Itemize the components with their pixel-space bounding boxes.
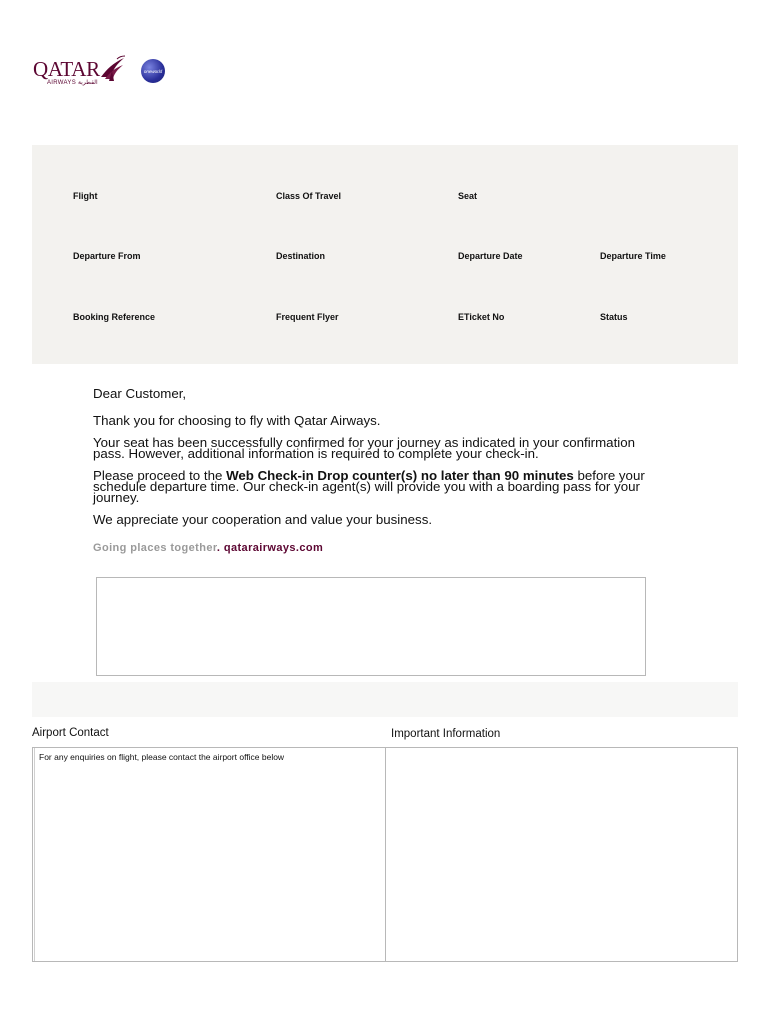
label-departure-time: Departure Time — [600, 251, 666, 261]
oneworld-globe-icon — [141, 59, 165, 83]
flight-info-panel — [32, 145, 738, 364]
website-link[interactable]: qatarairways.com — [220, 542, 324, 554]
label-frequent-flyer: Frequent Flyer — [276, 312, 339, 322]
tagline-dot: . — [216, 542, 221, 554]
seat-line-1: Your seat has been successfully confirmed for your journey as indicated in your confirmation — [93, 435, 636, 450]
label-flight: Flight — [73, 191, 98, 201]
label-departure-date: Departure Date — [458, 251, 523, 261]
tagline-slogan: Going places together — [93, 542, 217, 554]
label-seat: Seat — [458, 191, 478, 201]
label-eticket-no: ETicket No — [458, 312, 505, 322]
label-booking-reference: Booking Reference — [73, 312, 156, 322]
header-logos — [33, 54, 165, 88]
proceed-line-2: schedule departure time. Our check-in agent(s) will provide you with a boarding pass for your — [93, 479, 640, 494]
contact-info-table — [32, 747, 738, 962]
airport-contact-note: For any enquiries on flight, please contact the airport office below — [39, 752, 285, 762]
qatar-airways-logo — [33, 55, 125, 87]
left-edge-line — [34, 748, 35, 961]
proceed-highlight: Web Check-in Drop counter(s) no later than 90 minutes — [226, 468, 574, 483]
proceed-prefix: Please proceed to the — [93, 468, 227, 483]
airport-contact-heading: Airport Contact — [32, 727, 109, 739]
letter-appreciation: We appreciate your cooperation and value your business. — [93, 512, 433, 527]
proceed-suffix: before your — [573, 468, 645, 483]
label-destination: Destination — [276, 251, 326, 261]
content-placeholder-box — [96, 577, 646, 676]
tagline — [93, 542, 323, 554]
alliance-badge-text: oneworld — [143, 68, 163, 74]
column-divider — [385, 748, 386, 961]
oryx-icon — [97, 55, 127, 85]
seat-line-2: pass. However, additional information is required to complete your check-in. — [93, 446, 539, 461]
label-departure-from: Departure From — [73, 251, 141, 261]
important-information-heading: Important Information — [391, 728, 501, 740]
letter-seat-confirmation — [93, 437, 723, 459]
proceed-line-3: journey. — [93, 490, 140, 505]
brand-subtitle: AIRWAYS القطرية — [47, 80, 98, 86]
separator-strip — [32, 682, 738, 717]
letter-thanks: Thank you for choosing to fly with Qatar Airways. — [93, 413, 381, 428]
letter-proceed-instructions — [93, 470, 723, 503]
letter-greeting: Dear Customer, — [93, 386, 187, 401]
label-status: Status — [600, 312, 628, 322]
brand-name: QATAR — [33, 57, 100, 81]
label-class-of-travel: Class Of Travel — [276, 191, 342, 201]
